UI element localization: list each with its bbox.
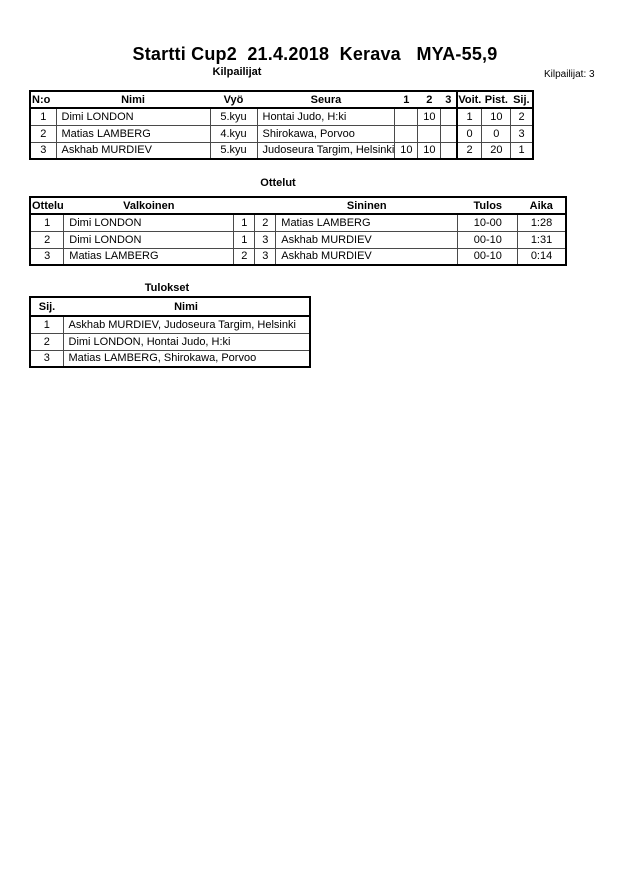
col-header-nimi: Nimi (63, 297, 310, 316)
cell-time: 1:31 (518, 231, 566, 248)
cell-voit: 1 (457, 108, 482, 125)
cell-match2 (418, 125, 441, 142)
cell-rank: 2 (30, 333, 63, 350)
col-header-white-number (234, 197, 255, 214)
cell-seura: Hontai Judo, H:ki (257, 108, 395, 125)
cell-sij: 1 (511, 142, 533, 159)
col-header-vyo: Vyö (210, 91, 257, 108)
table-row (30, 333, 310, 350)
col-header-blue-number (255, 197, 276, 214)
col-header-match2: 2 (418, 91, 441, 108)
cell-match1 (395, 125, 418, 142)
kilpailijat-header-row (30, 91, 533, 108)
ottelut-header-row (30, 197, 566, 214)
table-row (30, 214, 566, 231)
cell-voit: 0 (457, 125, 482, 142)
cell-blue-name: Matias LAMBERG (276, 214, 458, 231)
cell-seura: Shirokawa, Porvoo (257, 125, 395, 142)
section-title-kilpailijat: Kilpailijat (212, 66, 262, 78)
cell-match-number: 3 (30, 248, 64, 265)
cell-match3 (441, 108, 457, 125)
cell-white-number: 1 (234, 214, 255, 231)
cell-white-name: Dimi LONDON (64, 231, 234, 248)
cell-match3 (441, 125, 457, 142)
cell-name: Askhab MURDIEV, Judoseura Targim, Helsinki (63, 316, 310, 333)
cell-blue-number: 3 (255, 248, 276, 265)
cell-sij: 3 (511, 125, 533, 142)
col-header-sininen: Sininen (276, 197, 458, 214)
cell-voit: 2 (457, 142, 482, 159)
cell-pist: 10 (482, 108, 511, 125)
cell-nimi: Dimi LONDON (56, 108, 210, 125)
table-row (30, 142, 533, 159)
cell-white-number: 2 (234, 248, 255, 265)
cell-match1: 10 (395, 142, 418, 159)
col-header-voit: Voit. (457, 91, 482, 108)
col-header-sij: Sij. (30, 297, 63, 316)
cell-vyo: 5.kyu (210, 142, 257, 159)
col-header-no: N:o (30, 91, 56, 108)
cell-blue-number: 2 (255, 214, 276, 231)
col-header-seura: Seura (257, 91, 395, 108)
cell-no: 2 (30, 125, 56, 142)
cell-match1 (395, 108, 418, 125)
cell-name: Matias LAMBERG, Shirokawa, Porvoo (63, 350, 310, 367)
cell-seura: Judoseura Targim, Helsinki (257, 142, 395, 159)
table-row (30, 125, 533, 142)
cell-nimi: Matias LAMBERG (56, 125, 210, 142)
cell-sij: 2 (511, 108, 533, 125)
cell-white-number: 1 (234, 231, 255, 248)
cell-white-name: Dimi LONDON (64, 214, 234, 231)
cell-name: Dimi LONDON, Hontai Judo, H:ki (63, 333, 310, 350)
cell-match2: 10 (418, 108, 441, 125)
cell-no: 3 (30, 142, 56, 159)
competitors-count-label: Kilpailijat: 3 (544, 69, 595, 80)
cell-vyo: 5.kyu (210, 108, 257, 125)
col-header-match1: 1 (395, 91, 418, 108)
cell-pist: 0 (482, 125, 511, 142)
cell-score: 00-10 (458, 248, 518, 265)
cell-time: 0:14 (518, 248, 566, 265)
col-header-ottelu: Ottelu (30, 197, 64, 214)
col-header-valkoinen: Valkoinen (64, 197, 234, 214)
col-header-sij: Sij. (511, 91, 533, 108)
tulokset-header-row (30, 297, 310, 316)
cell-match2: 10 (418, 142, 441, 159)
table-row (30, 316, 310, 333)
cell-score: 00-10 (458, 231, 518, 248)
kilpailijat-table (29, 90, 534, 160)
ottelut-table (29, 196, 567, 266)
page-title: Startti Cup2 21.4.2018 Kerava MYA-55,9 (132, 44, 498, 64)
section-title-tulokset: Tulokset (144, 282, 190, 294)
cell-time: 1:28 (518, 214, 566, 231)
cell-no: 1 (30, 108, 56, 125)
section-title-ottelut: Ottelut (260, 177, 296, 189)
cell-blue-name: Askhab MURDIEV (276, 231, 458, 248)
table-row (30, 231, 566, 248)
col-header-pist: Pist. (482, 91, 511, 108)
col-header-tulos: Tulos (458, 197, 518, 214)
cell-white-name: Matias LAMBERG (64, 248, 234, 265)
cell-rank: 1 (30, 316, 63, 333)
cell-vyo: 4.kyu (210, 125, 257, 142)
table-row (30, 248, 566, 265)
cell-match3 (441, 142, 457, 159)
col-header-nimi: Nimi (56, 91, 210, 108)
col-header-match3: 3 (441, 91, 457, 108)
cell-match-number: 2 (30, 231, 64, 248)
cell-pist: 20 (482, 142, 511, 159)
cell-match-number: 1 (30, 214, 64, 231)
tulokset-table (29, 296, 311, 368)
cell-blue-number: 3 (255, 231, 276, 248)
col-header-aika: Aika (518, 197, 566, 214)
cell-nimi: Askhab MURDIEV (56, 142, 210, 159)
cell-blue-name: Askhab MURDIEV (276, 248, 458, 265)
table-row (30, 108, 533, 125)
cell-rank: 3 (30, 350, 63, 367)
cell-score: 10-00 (458, 214, 518, 231)
table-row (30, 350, 310, 367)
